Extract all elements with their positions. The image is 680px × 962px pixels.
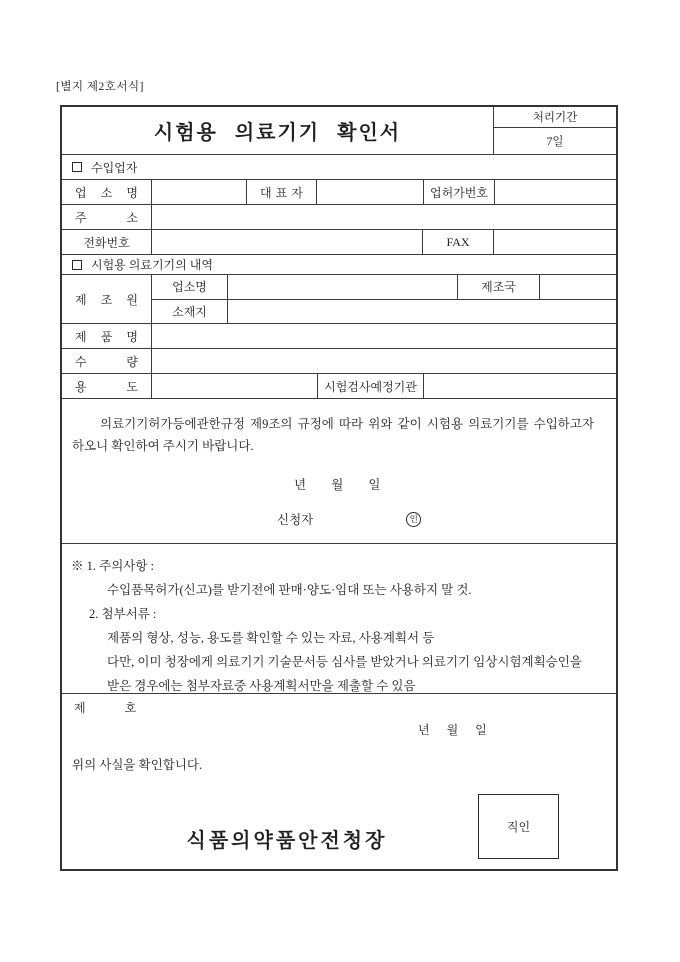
applicant-line bbox=[72, 510, 606, 528]
manufacturer-label: 제 조 원 bbox=[75, 292, 138, 307]
manufacturer-name-row bbox=[152, 275, 616, 299]
applicant-seal-icon: 인 bbox=[406, 512, 421, 527]
usage-field bbox=[151, 374, 317, 398]
mfr-country-label: 제조국 bbox=[457, 275, 539, 299]
footer-date: 년 월 일 bbox=[418, 723, 487, 737]
note-line: 다만, 이미 청장에게 의료기기 기술문서등 심사를 받았거나 의료기기 임상시험계획승인을 bbox=[107, 655, 582, 669]
importer-section-header bbox=[62, 154, 616, 179]
note-line: ※ 1. 주의사항 : bbox=[71, 559, 155, 573]
mfr-location-field bbox=[227, 300, 616, 324]
manufacturer-subtable bbox=[151, 275, 616, 323]
confirmation-text: 위의 사실을 확인합니다. bbox=[72, 758, 203, 772]
title-cell bbox=[62, 107, 493, 154]
address-label: 주 소 bbox=[75, 210, 138, 225]
usage-row bbox=[62, 373, 616, 398]
form-outer-box bbox=[60, 105, 618, 871]
notes-section bbox=[62, 543, 616, 693]
form-title: 시험용 의료기기 확인서 bbox=[153, 122, 402, 144]
declaration-text-line1: 의료기기허가등에관한규정 제9조의 규정에 따라 위와 같이 시험용 의료기기를 수입하고자 bbox=[100, 417, 595, 431]
importer-section-label: 수입업자 bbox=[91, 160, 138, 175]
footer-section bbox=[62, 693, 616, 870]
phone-label: 전화번호 bbox=[83, 235, 130, 250]
title-row bbox=[62, 107, 616, 154]
product-name-label: 제 품 명 bbox=[75, 329, 138, 344]
mfr-name-field bbox=[227, 275, 457, 299]
representative-label: 대 표 자 bbox=[246, 180, 316, 204]
declaration-date: 년 월 일 bbox=[294, 478, 381, 492]
license-no-label: 업허가번호 bbox=[423, 180, 494, 204]
form-id-note: [별지 제2호서식] bbox=[56, 81, 144, 93]
mfr-location-label: 소재지 bbox=[172, 304, 207, 319]
device-section-header bbox=[62, 254, 616, 274]
declaration-section bbox=[62, 398, 616, 543]
checkbox-icon bbox=[72, 260, 82, 270]
phone-field bbox=[151, 230, 422, 254]
product-name-field bbox=[151, 324, 616, 348]
device-section-label: 시험용 의료기기의 내역 bbox=[91, 258, 213, 272]
note-line: 2. 첨부서류 : bbox=[89, 607, 157, 621]
quantity-row bbox=[62, 348, 616, 373]
address-row bbox=[62, 204, 616, 229]
document-number: 제 호 bbox=[74, 701, 137, 715]
authority-title: 식품의약품안전청장 bbox=[186, 830, 388, 852]
test-org-field bbox=[423, 374, 616, 398]
fax-field bbox=[493, 230, 616, 254]
quantity-label: 수 량 bbox=[75, 354, 138, 369]
quantity-field bbox=[151, 349, 616, 373]
importer-row-1 bbox=[62, 179, 616, 204]
product-name-row bbox=[62, 323, 616, 348]
processing-period-label: 처리기간 bbox=[494, 107, 616, 128]
manufacturer-rows bbox=[62, 274, 616, 323]
business-name-label: 업 소 명 bbox=[75, 185, 138, 200]
processing-period-value: 7일 bbox=[546, 136, 564, 148]
mfr-name-label: 업소명 bbox=[172, 280, 207, 295]
representative-field bbox=[316, 180, 423, 204]
processing-period-box bbox=[493, 107, 616, 154]
official-seal-box: 직인 bbox=[478, 794, 559, 859]
mfr-country-field bbox=[539, 275, 616, 299]
note-line: 수입품목허가(신고)를 받기전에 판매·양도·임대 또는 사용하지 말 것. bbox=[107, 583, 472, 597]
fax-label: FAX bbox=[422, 230, 493, 254]
note-line: 받은 경우에는 첨부자료중 사용계획서만을 제출할 수 있음 bbox=[107, 679, 416, 693]
address-field bbox=[151, 205, 616, 229]
business-name-field bbox=[151, 180, 246, 204]
applicant-label: 신청자 bbox=[277, 513, 314, 527]
note-line: 제품의 형상, 성능, 용도를 확인할 수 있는 자료, 사용계획서 등 bbox=[107, 631, 435, 645]
declaration-text-line2: 하오니 확인하여 주시기 바랍니다. bbox=[72, 439, 254, 453]
usage-label: 용 도 bbox=[75, 379, 138, 394]
manufacturer-location-row bbox=[152, 299, 616, 324]
phone-row bbox=[62, 229, 616, 254]
test-org-label: 시험검사예정기관 bbox=[317, 374, 423, 398]
license-no-field bbox=[494, 180, 616, 204]
checkbox-icon bbox=[72, 162, 82, 172]
